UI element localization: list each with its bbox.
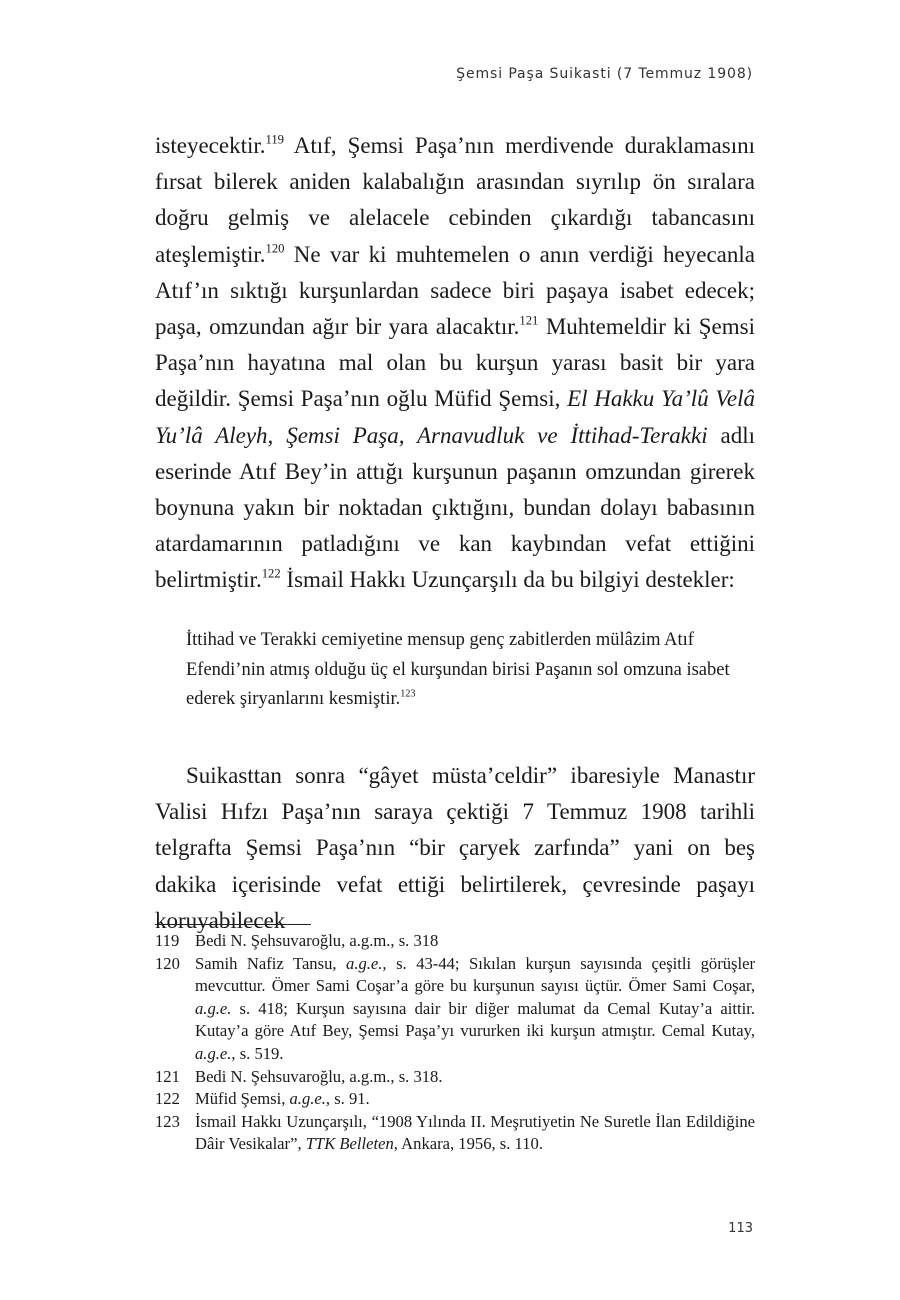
footnote-120 [155, 953, 755, 1066]
footnote-ref-121[interactable]: 121 [519, 313, 539, 328]
quote-text: İttihad ve Terakki cemiyetine mensup genç zabitlerden mülâzim Atıf Efendi’nin atmış olduğu üç el kurşundan birisi Paşanın sol omzuna isabet ederek şiryanlarını kesmiştir. [186, 630, 730, 709]
footnote-text [195, 953, 755, 1066]
block-quote [186, 626, 751, 715]
footnote-text [195, 1088, 755, 1111]
footnote-separator [155, 924, 311, 925]
text-run: s. 418; Kurşun sayısına dair bir diğer malumat da Cemal Kutay’a aittir. Kutay’a göre Atıf Bey, Şemsi Paşa’yı vururken iki kurşun atmıştır. Cemal Kutay, [195, 998, 755, 1041]
text-run: İsmail Hakkı Uzunçarşılı, “1908 Yılında II. Meşrutiyetin Ne Suretle İlan Edildiğine Dâir Vesikalar”, [195, 1111, 755, 1154]
text-run: Ne var ki muhtemelen o anın verdiği heyecanla Atıf’ın sıktığı kurşunlardan sadece biri paşaya isabet edecek; paşa, omzundan ağır bir yara alacaktır. [155, 241, 755, 340]
footnote-ref-122[interactable]: 122 [261, 566, 281, 581]
text-run: adlı eserinde Atıf Bey’in attığı kurşunun paşanın omzundan girerek boynuna yakın bir noktadan çıktığını, bundan dolayı babasının atardamarının patladığını ve kan kaybından vefat ettiğini belirtmiştir. [155, 422, 755, 593]
text-run: , s. 519. [231, 1043, 284, 1063]
footnote-ref-120[interactable]: 120 [265, 241, 285, 256]
text-run: Atıf, Şemsi Paşa’nın merdivende duraklamasını fırsat bilerek aniden kalabalığın arasından sıyrılıp ön sıralara doğru gelmiş ve alelacele cebinden çıkardığı tabancasını ateşlemiştir. [155, 133, 755, 267]
abbrev: a.g.e. [289, 1089, 326, 1109]
footnote-ref-123[interactable]: 123 [400, 688, 416, 700]
footnote-ref-119[interactable]: 119 [265, 132, 284, 147]
book-title: El Hakku Ya’lû Velâ Yu’lâ Aleyh, Şemsi Paşa, Arnavudluk ve İttihad-Terakki [155, 386, 755, 448]
text-run: , Ankara, 1956, s. 110. [393, 1134, 543, 1154]
footnote-text [195, 1111, 755, 1156]
abbrev: a.g.e., [346, 953, 387, 973]
text-run: isteyecektir. [155, 133, 266, 158]
footnote-122 [155, 1088, 755, 1111]
text-run: Suikasttan sonra “gâyet müsta’celdir” ibaresiyle Manastır Valisi Hıfzı Paşa’nın saraya çektiği 7 Temmuz 1908 tarihli telgrafta Şemsi Paşa’nın “bir çaryek zarfında” yani on beş dakika içerisinde vefat ettiği belirtilerek, çevresinde paşayı koruyabilecek [155, 763, 755, 933]
footnote-119 [155, 930, 755, 953]
footnote-text: Bedi N. Şehsuvaroğlu, a.g.m., s. 318. [195, 1066, 443, 1086]
footnote-121 [155, 1066, 755, 1089]
second-paragraph [155, 758, 755, 939]
journal-title: TTK Belleten [305, 1134, 394, 1154]
footnote-number: 123 [155, 1111, 180, 1131]
abbrev: a.g.e. [195, 998, 232, 1018]
footnote-number: 120 [155, 953, 180, 973]
footnote-number: 119 [155, 931, 180, 950]
footnote-number: 122 [155, 1089, 180, 1109]
main-paragraph [155, 128, 755, 599]
footnotes [155, 930, 755, 1156]
text-run: Samih Nafiz Tansu, [195, 953, 347, 973]
page-number: 113 [728, 1221, 753, 1236]
footnote-text: Bedi N. Şehsuvaroğlu, a.g.m., s. 318 [195, 931, 439, 950]
abbrev: a.g.e. [195, 1043, 232, 1063]
text-run: Müfid Şemsi, [195, 1089, 290, 1109]
footnote-number: 121 [155, 1066, 180, 1086]
footnote-123 [155, 1111, 755, 1156]
text-run: İsmail Hakkı Uzunçarşılı da bu bilgiyi destekler: [280, 567, 735, 593]
text-run: Muhtemeldir ki Şemsi Paşa’nın hayatına mal olan bu kurşun yarası basit bir yara değildir. Şemsi Paşa’nın oğlu Müfid Şemsi, [155, 314, 755, 412]
running-header: Şemsi Paşa Suikasti (7 Temmuz 1908) [456, 66, 753, 82]
text-run: , s. 91. [325, 1089, 370, 1109]
text-run: s. 43-44; Sıkılan kurşun sayısında çeşitli görüşler mevcuttur. Ömer Sami Coşar’a göre bu kurşunun sayısı üçtür. Ömer Sami Coşar, [195, 953, 755, 996]
